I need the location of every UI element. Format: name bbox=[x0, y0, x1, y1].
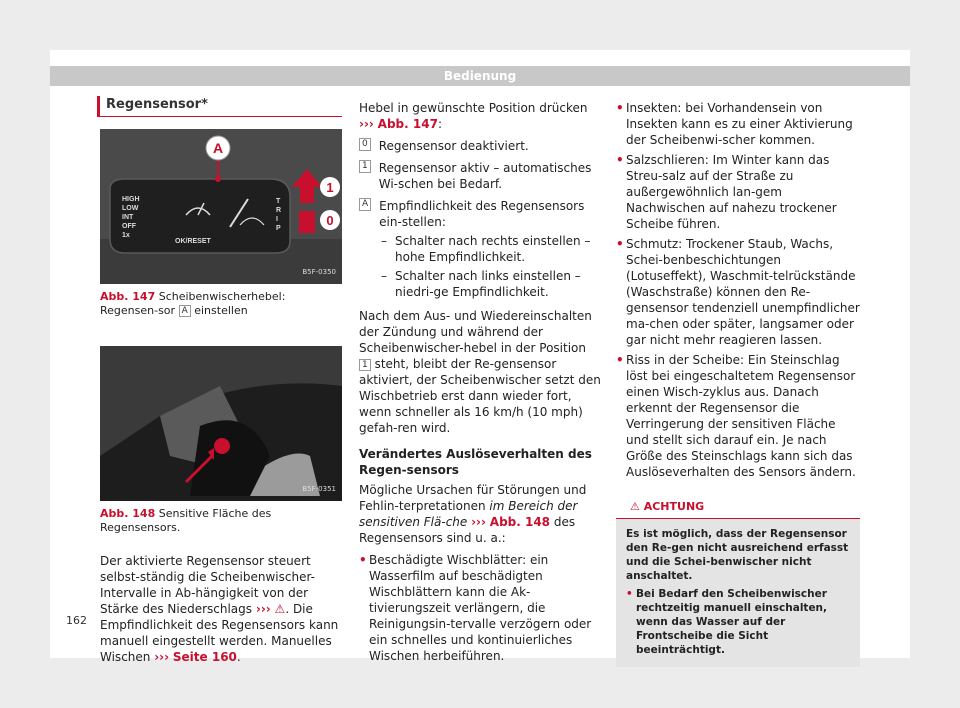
paragraph-text: . Die Empfindlichkeit des Regensensors kann manuell eingestellt werden. Manuelles Wischen bbox=[100, 602, 339, 664]
paragraph-text: steht, bleibt der Re-gensensor aktiviert, der Scheibenwischer setzt den Wischbetrieb erst dann wieder fort, wenn schneller als 16 km/h (10 mph) gefah-ren wird. bbox=[359, 357, 601, 435]
key-text: Empfindlichkeit des Regensensors ein-stellen: bbox=[379, 199, 585, 229]
bullet-item bbox=[616, 152, 860, 232]
arrow-link[interactable]: ››› bbox=[471, 515, 486, 529]
caption-number: Abb. 148 bbox=[100, 507, 156, 520]
key-badge: 1 bbox=[359, 160, 371, 173]
lever-button-label: OK/RESET bbox=[175, 238, 211, 245]
warning-text: Es ist möglich, dass der Regensensor den Re-gen nicht ausreichend erfasst und die Schei-benwischer nicht anschaltet. bbox=[626, 528, 849, 582]
paragraph-text: des Regensensors sind u. a.: bbox=[359, 515, 576, 545]
figure-147 bbox=[100, 129, 342, 284]
paragraph-italic: im Bereich der sensitiven Flä-che bbox=[359, 499, 578, 529]
arrow-link[interactable]: ››› bbox=[154, 650, 170, 664]
bullet-text: Schmutz: Trockener Staub, Wachs, Schei-benbeschichtungen (Lotuseffekt), Waschmit-telrückstände (Waschstraße) können den Re-gensensor tendenziell unempfindlicher ma-chen oder später, langsamer oder gar nicht mehr reagieren lassen. bbox=[626, 237, 860, 347]
bullet-item bbox=[359, 552, 601, 664]
section-header: Bedienung bbox=[50, 66, 910, 86]
caption-text: Scheibenwischerhebel: Regensen-sor bbox=[100, 290, 286, 317]
figure-148-caption bbox=[100, 507, 342, 535]
wiper-lever-illustration bbox=[100, 129, 342, 284]
key-item bbox=[359, 160, 601, 192]
bullet-marker: • bbox=[626, 588, 633, 600]
intro-line: Hebel in gewünschte Position drücken ››› Abb. 147: bbox=[359, 101, 588, 131]
lever-label-1x: 1x bbox=[122, 232, 130, 239]
left-column bbox=[100, 96, 342, 665]
right-column bbox=[616, 100, 860, 667]
subheading: Verändertes Auslöseverhalten des Regen-sensors bbox=[359, 447, 592, 477]
figure-code: B5F-0351 bbox=[302, 485, 336, 493]
bullet-text: Riss in der Scheibe: Ein Steinschlag löst bei eingeschaltetem Regensensor einen Wisch-zyklus aus. Danach erkennt der Regensensor die Verringerung der sensitiven Fläche und stellt sich darauf ein. Je nach Größe des Steinschlags kann sich das Auslöseverhalten des Sensors ändern. bbox=[626, 353, 856, 479]
section-title: Regensensor* bbox=[97, 96, 342, 117]
paragraph-text: Der aktivierte Regensensor steuert selbst-ständig die Scheibenwischer-Intervalle in Ab-hängigkeit von der Stärke des Niederschlags bbox=[100, 554, 315, 616]
bullet-text: Insekten: bei Vorhandensein von Insekten kann es zu einer Aktivierung der Scheibenwi-scher kommen. bbox=[626, 101, 853, 147]
paragraph-text: Mögliche Ursachen für Störungen und Fehlin-terpretationen bbox=[359, 483, 587, 513]
bullet-item bbox=[616, 352, 860, 480]
lever-right-p: P bbox=[276, 225, 281, 232]
lever-right-i: I bbox=[276, 216, 278, 223]
warning-box bbox=[616, 496, 860, 667]
warning-bullet-text: Bei Bedarf den Scheibenwischer rechtzeitig manuell einschalten, wenn das Wasser auf der Frontscheibe die Sicht beeinträchtigt. bbox=[636, 588, 828, 656]
bullet-item bbox=[616, 236, 860, 348]
warning-title: ACHTUNG bbox=[643, 500, 705, 513]
middle-column bbox=[359, 100, 601, 664]
caption-number: Abb. 147 bbox=[100, 290, 156, 303]
bullet-item bbox=[616, 100, 860, 148]
dash-marker: – bbox=[381, 234, 387, 248]
page-link[interactable]: Seite 160 bbox=[172, 650, 237, 664]
bullet-marker: • bbox=[616, 101, 624, 115]
key-item bbox=[359, 198, 601, 230]
key-badge: A bbox=[359, 198, 371, 211]
paragraph-text: Nach dem Aus- und Wiedereinschalten der Zündung und während der Scheibenwischer-hebel in der Position bbox=[359, 309, 592, 355]
bullet-marker: • bbox=[616, 353, 624, 367]
bullet-marker: • bbox=[359, 553, 367, 567]
figure-147-caption bbox=[100, 290, 342, 318]
caption-text-2: einstellen bbox=[194, 304, 248, 317]
body-paragraph: Der aktivierte Regensensor steuert selbst-ständig die Scheibenwischer-Intervalle in Ab-hängigkeit von der Stärke des Niederschlags ››› ⚠. Die Empfindlichkeit des Regensensors kann manuell eingestellt werden. Manuelles Wischen ››› Seite 160. bbox=[100, 554, 339, 664]
page-number: 162 bbox=[66, 614, 87, 627]
lever-label-high: HIGH bbox=[122, 196, 140, 203]
bullet-marker: • bbox=[616, 153, 624, 167]
figure-148 bbox=[100, 346, 342, 501]
warning-body bbox=[616, 519, 860, 667]
dash-marker: – bbox=[381, 269, 387, 283]
sub-text: Schalter nach links einstellen – niedri-ge Empfindlichkeit. bbox=[395, 269, 581, 299]
warning-header bbox=[616, 496, 860, 519]
windshield-sensor-illustration bbox=[100, 346, 342, 501]
arrow-link[interactable]: ››› bbox=[255, 602, 271, 616]
key-text: Regensensor aktiv – automatisches Wi-schen bei Bedarf. bbox=[378, 161, 592, 191]
warning-bullet bbox=[626, 587, 850, 657]
figure-link[interactable]: Abb. 148 bbox=[489, 515, 551, 529]
key-item bbox=[359, 138, 601, 154]
lever-right-t: T bbox=[276, 198, 281, 205]
caption-text: Sensitive Fläche des Regensensors. bbox=[100, 507, 272, 534]
sub-text: Schalter nach rechts einstellen – hohe Empfindlichkeit. bbox=[395, 234, 591, 264]
arrow-up-label: 1 bbox=[326, 180, 334, 195]
key-text: Regensensor deaktiviert. bbox=[378, 139, 529, 153]
bullet-text: Salzschlieren: Im Winter kann das Streu-salz auf der Straße zu außergewöhnlich lan-gem Nachwischen auf nahezu trockener Scheibe führen. bbox=[626, 153, 837, 231]
sub-item bbox=[381, 233, 601, 265]
caption-badge: A bbox=[179, 305, 191, 317]
warning-triangle-icon: ⚠ bbox=[274, 602, 286, 616]
figure-link[interactable]: Abb. 147 bbox=[377, 117, 438, 131]
figure-code: B5F-0350 bbox=[302, 268, 336, 276]
warning-triangle-icon: ⚠ bbox=[630, 500, 640, 513]
bullet-text: Beschädigte Wischblätter: ein Wasserfilm auf beschädigten Wischblättern kann die Ak-tivierungszeit verlängern, die Reinigungsin-tervalle verzögern oder ein schnelles und kontinuierliches Wischen herbeiführen. bbox=[369, 553, 592, 663]
sub-item bbox=[381, 268, 601, 300]
callout-a-label: A bbox=[212, 140, 224, 156]
lever-label-int: INT bbox=[122, 214, 134, 221]
intro-text: Hebel in gewünschte Position drücken bbox=[359, 101, 588, 115]
lever-right-r: R bbox=[276, 207, 282, 214]
body-paragraph bbox=[359, 308, 601, 436]
arrow-link[interactable]: ››› bbox=[359, 117, 374, 131]
lever-label-low: LOW bbox=[122, 205, 139, 212]
arrow-down-icon bbox=[299, 211, 315, 233]
bullet-marker: • bbox=[616, 237, 624, 251]
arrow-down-label: 0 bbox=[326, 213, 334, 228]
key-badge: 1 bbox=[359, 359, 371, 371]
body-paragraph bbox=[359, 482, 601, 546]
key-badge: 0 bbox=[359, 138, 371, 151]
lever-label-off: OFF bbox=[122, 223, 136, 230]
